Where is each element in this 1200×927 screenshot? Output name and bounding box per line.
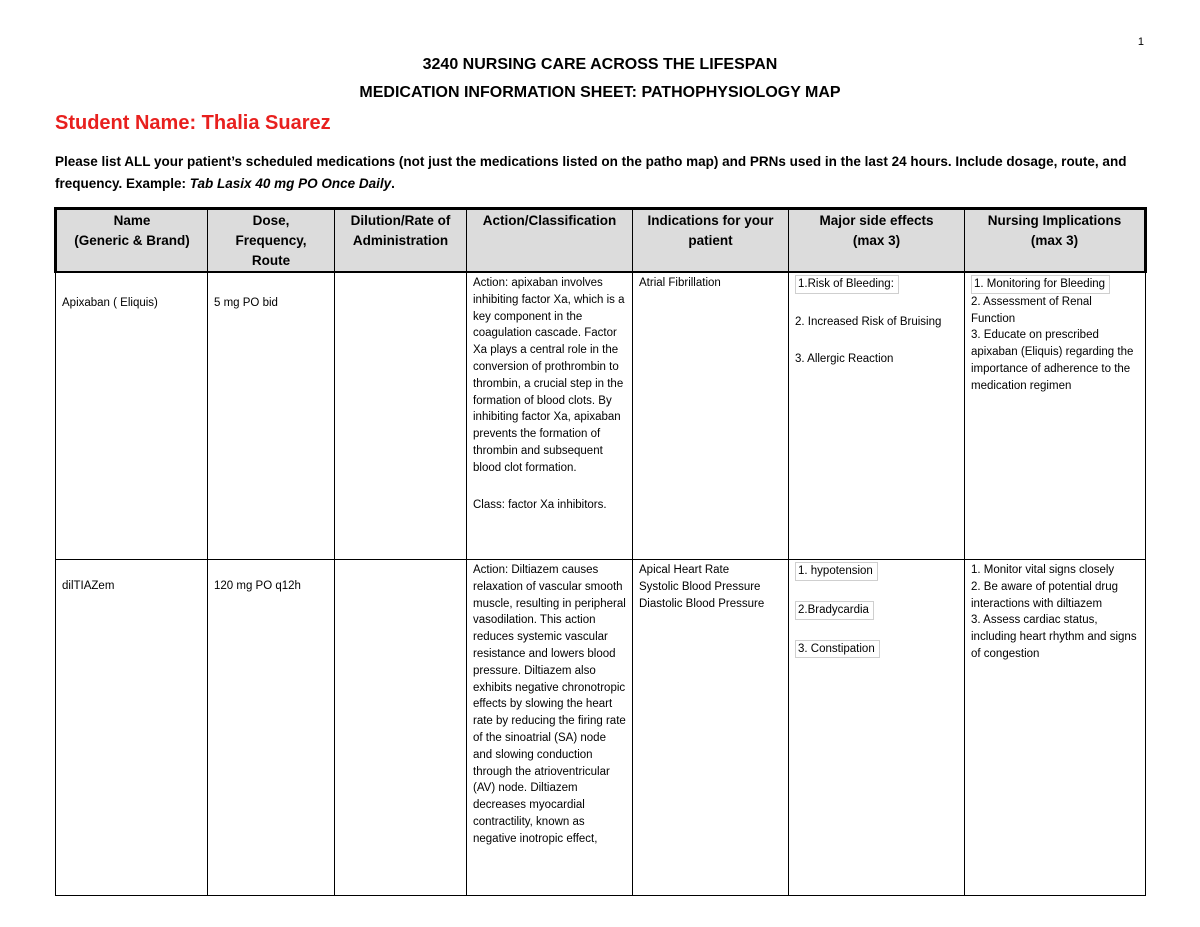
medication-dilution (335, 272, 467, 560)
implication-item: 2. Be aware of potential drug interactions with diltiazem (971, 580, 1119, 610)
indication-item: Apical Heart Rate (639, 564, 730, 576)
action-text: Action: apixaban involves inhibiting factor Xa, which is a key component in the coagulation cascade. Factor Xa plays a central role in the conversion of prothrombin to thrombin, a crucial step in the formation of blood clots. By inhibiting factor Xa, apixaban prevents the formation of thrombin and subsequent blood clot formation. (473, 277, 625, 474)
medication-name: dilTIAZem (56, 560, 208, 896)
side-effect-item: 3. Constipation (795, 640, 958, 659)
implication-item: 3. Assess cardiac status, including heart rhythm and signs of congestion (971, 614, 1137, 660)
side-effect-item: 2.Bradycardia (795, 601, 958, 620)
indication-item: Atrial Fibrillation (639, 277, 721, 289)
indication-item: Systolic Blood Pressure (639, 580, 761, 593)
implication-item: 2. Assessment of Renal Function (971, 295, 1092, 325)
medication-indications (633, 272, 789, 560)
instructions (55, 151, 1145, 195)
column-header-action: Action/Classification (467, 209, 633, 273)
instructions-text: Please list ALL your patient’s scheduled medications (not just the medications listed on the patho map) and PRNs used in the last 24 hours. Include dosage, route, and frequency. Example: (55, 154, 1127, 191)
table-header-row (56, 209, 1146, 273)
page-number: 1 (1137, 36, 1144, 48)
column-header-dilution: Dilution/Rate of Administration (335, 209, 467, 273)
medication-table (54, 207, 1147, 896)
student-name: Student Name: Thalia Suarez (55, 112, 331, 134)
column-header-dose: Dose, Frequency, Route (208, 209, 335, 273)
sheet-title: MEDICATION INFORMATION SHEET: PATHOPHYSIOLOGY MAP (359, 84, 841, 101)
column-header-indications: Indications for your patient (633, 209, 789, 273)
instructions-example: Tab Lasix 40 mg PO Once Daily (189, 176, 392, 191)
implication-item: 1. Monitor vital signs closely (971, 564, 1115, 576)
indication-item: Diastolic Blood Pressure (639, 597, 765, 610)
side-effect-item: 1. hypotension (795, 562, 958, 581)
medication-action (467, 560, 633, 896)
implication-item: 3. Educate on prescribed apixaban (Eliquis) regarding the importance of adherence to the medication regimen (971, 329, 1134, 392)
course-title: 3240 NURSING CARE ACROSS THE LIFESPAN (422, 56, 778, 73)
classification-text: Class: factor Xa inhibitors. (473, 498, 607, 511)
action-text: Action: Diltiazem causes relaxation of vascular smooth muscle, resulting in peripheral vasodilation. This action reduces systemic vascular resistance and lowers blood pressure. Diltiazem also exhibits negative chronotropic effects by slowing the heart rate by reducing the firing rate of the sinoatrial (SA) node and slowing conduction through the atrioventricular (AV) node. Diltiazem decreases myocardial contractility, known as negative inotropic effect, (473, 564, 626, 845)
implication-item: 1. Monitoring for Bleeding (971, 275, 1139, 294)
medication-implications (965, 272, 1146, 560)
medication-dilution (335, 560, 467, 896)
instructions-end: . (391, 176, 395, 191)
medication-dose: 120 mg PO q12h (208, 560, 335, 896)
column-header-side-effects: Major side effects (max 3) (789, 209, 965, 273)
side-effect-item: 3. Allergic Reaction (795, 352, 894, 365)
side-effect-item: 2. Increased Risk of Bruising (795, 315, 942, 328)
column-header-implications: Nursing Implications (max 3) (965, 209, 1146, 273)
medication-action (467, 272, 633, 560)
table-row (56, 272, 1146, 560)
medication-indications (633, 560, 789, 896)
medication-dose: 5 mg PO bid (208, 272, 335, 560)
medication-side-effects (789, 272, 965, 560)
table-row (56, 560, 1146, 896)
medication-implications (965, 560, 1146, 896)
column-header-name: Name (Generic & Brand) (56, 209, 208, 273)
side-effect-item: 1.Risk of Bleeding: (795, 275, 958, 294)
medication-side-effects (789, 560, 965, 896)
medication-name: Apixaban ( Eliquis) (56, 272, 208, 560)
